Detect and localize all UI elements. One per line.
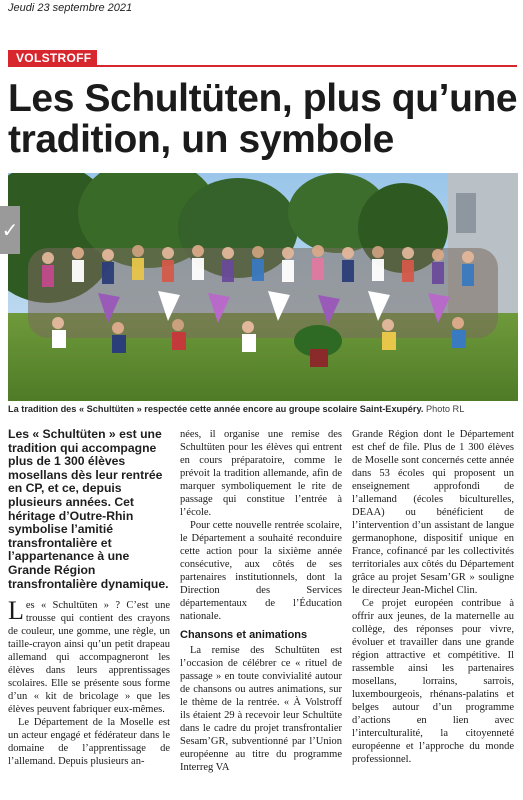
- drop-cap: L: [8, 596, 24, 626]
- kicker-rule: [8, 65, 517, 67]
- photo-credit: Photo RL: [426, 404, 465, 414]
- photo-caption: [8, 404, 518, 414]
- section-kicker: VOLSTROFF: [8, 50, 97, 66]
- group-photo-illustration: [8, 173, 518, 401]
- publication-date: Jeudi 23 septembre 2021: [8, 2, 133, 14]
- section-subhead: Chansons et animations: [180, 629, 308, 641]
- paragraph: Le Département de la Moselle est un acteur engagé et fédérateur dans le domaine de l’apprentissage de l’allemand. Depuis plusieurs an-: [8, 717, 170, 768]
- article-column-2: [180, 428, 342, 774]
- article-headline: Les Schultüten, plus qu’une tradition, un symbole: [8, 77, 518, 161]
- paragraph: nées, il organise une remise des Schultüten pour les élèves qui entrent en cours préparatoire, comme le prévoit la tradition allemande, afin de marquer symboliquement le rite de passage qui constitue l’entrée à l’école.: [180, 429, 342, 518]
- paragraph: Grande Région dont le Département est chef de file. Plus de 1 300 élèves de Moselle sont concernés cette année dans 53 écoles qui proposent un enseignement approfondi de l’allemand (écoles biculturelles, DEAA) ou bénéficient de l’intervention d’un assistant de langue germanophone, dispositif unique en France, cofinancé par les collectivités territoriales aux côtés du Département grâce au projet Sesam’GR » souligne le directeur Jean-Michel Clin.: [352, 429, 514, 596]
- article-lead: Les « Schultüten » est une tradition qui accompagne plus de 1 300 élèves mosellans dès leur rentrée en CP, et ce, depuis plusieurs années. Cet héritage d’Outre-Rhin symbolise l’amitié transfrontalière et l’appartenance à une Grande Région transfrontalière dynamique.: [8, 427, 169, 591]
- paragraph: Ce projet européen contribue à offrir aux jeunes, de la maternelle au collège, des réponses pour vivre, évoluer et travailler dans une grande région attractive et compétitive. Il rassemble ainsi les partenaires mosellans, lorrains, sarrois, luxembourgeois, rhénans-palatins et belges autour d’un programme d’actions en lien avec l’interculturalité, la citoyenneté européenne et l’approche du monde professionnel.: [352, 598, 514, 765]
- paragraph: La remise des Schultüten est l’occasion de célébrer ce « rituel de passage » en toute convivialité autour de chansons ou autres animations, sur le thème de la rentrée. « À Volstroff ils étaient 29 à recevoir leur Schultüte dans le cadre du projet transfrontalier Sesam’GR, subventionné par l’Union européenne au titre du programme Interreg VA: [180, 645, 342, 773]
- article-column-3: [352, 428, 514, 766]
- caption-text: La tradition des « Schultüten » respectée cette année encore au groupe scolaire Saint-Exupéry.: [8, 404, 424, 414]
- paragraph-text: es « Schultüten » ? C’est une trousse qui contient des crayons de couleur, une gomme, une règle, un taille-crayon ainsi qu’un petit drapeau allemand qui accompagneront les élèves dans leurs apprentissages scolaires. Elle se présente sous forme d’un « kit de bricolage » que les élèves peuvent fabriquer eux-mêmes.: [8, 600, 170, 716]
- paragraph: [8, 596, 170, 716]
- article-photo: [8, 173, 518, 401]
- paragraph: Pour cette nouvelle rentrée scolaire, le Département a souhaité reconduire cette action pour la sixième année consécutive, aux côtés de ses partenaires institutionnels, dont la Direction des Services départementaux de l’Éducation nationale.: [180, 520, 342, 622]
- article-column-1: [8, 428, 170, 768]
- checkmark-icon: ✓: [0, 206, 20, 254]
